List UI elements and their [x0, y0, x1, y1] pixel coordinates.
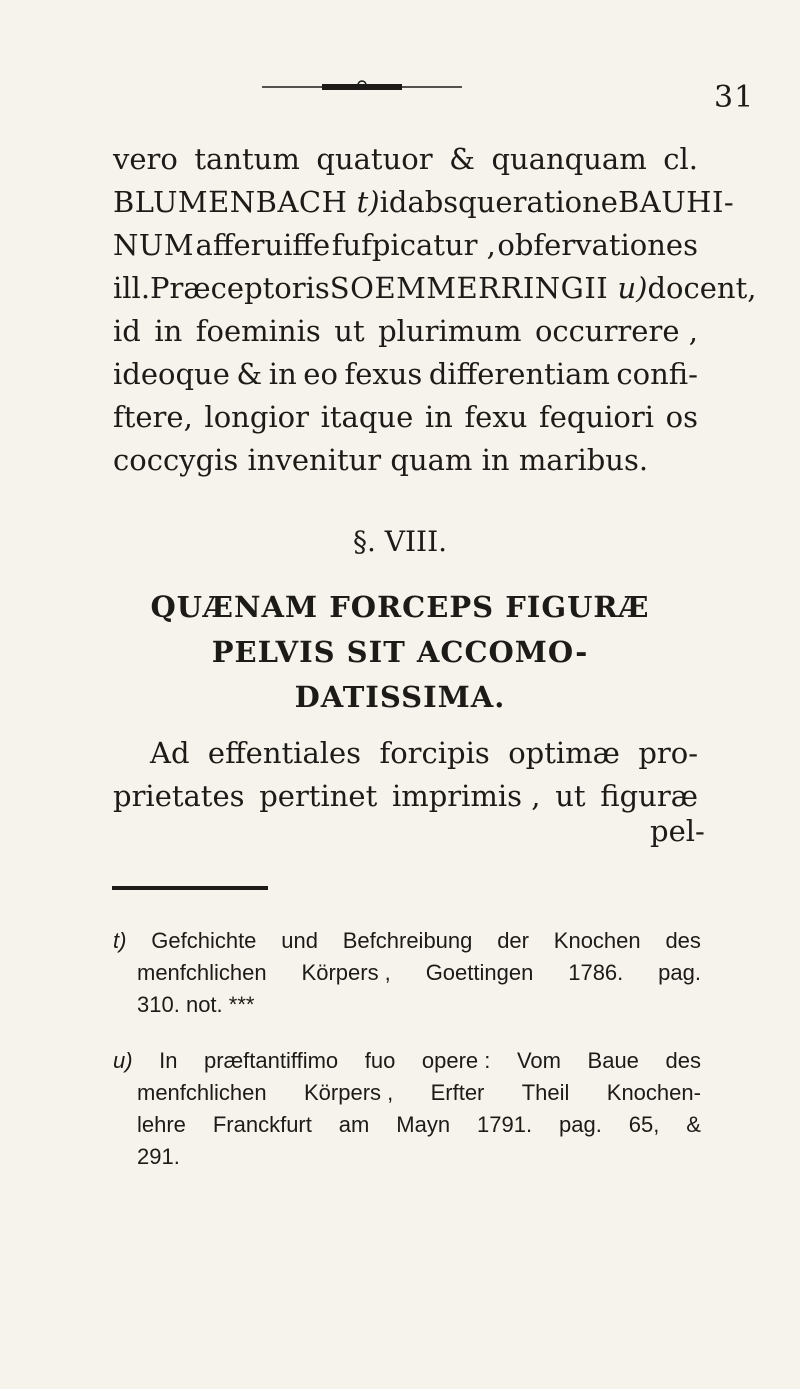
paragraph-1	[113, 138, 757, 482]
text-line: vero tantum quatuor & quanquam cl.	[113, 142, 698, 176]
author-name: SOEMMERRINGII	[329, 271, 609, 305]
footnote-t	[113, 925, 701, 1021]
footnote-ref: u)	[617, 271, 648, 305]
author-name: BLUMENBACH	[113, 185, 348, 219]
footnote-line: 310. not. ***	[137, 992, 255, 1017]
text-line: prietates pertinet imprimis , ut figuræ	[113, 779, 698, 813]
section-title-line: PELVIS SIT ACCOMO-	[211, 635, 589, 669]
catchword: pel-	[650, 814, 705, 848]
footnote-line: 291.	[137, 1144, 180, 1169]
page-number: 31	[714, 80, 755, 115]
footnote-line: menfchlichen Körpers , Goettingen 1786. pag.	[137, 960, 701, 985]
footnote-u	[113, 1045, 701, 1173]
text-line: coccygis invenitur quam in maribus.	[113, 443, 649, 477]
footnote-line: t) Gefchichte und Befchreibung der Knochen des	[113, 925, 701, 957]
section-title-line: QUÆNAM FORCEPS FIGURÆ	[150, 590, 650, 624]
footnote-marker: u)	[113, 1048, 133, 1073]
author-name: BAUHI-	[617, 185, 735, 219]
footnote-rule	[112, 886, 268, 890]
paragraph-2	[113, 732, 698, 818]
footnote-line: u) In præftantiffimo fuo opere : Vom Baue des	[113, 1045, 701, 1077]
text-line: Ad effentiales forcipis optimæ pro-	[150, 736, 698, 770]
footnote-line: menfchlichen Körpers , Erfter Theil Knochen-	[137, 1080, 701, 1105]
header-ornament	[262, 80, 462, 94]
section-title-line: DATISSIMA.	[294, 680, 506, 714]
section-number: §. VIII.	[352, 525, 448, 558]
footnote-line: lehre Franckfurt am Mayn 1791. pag. 65, &	[137, 1112, 701, 1137]
text-line: BLUMENBACH t) id absque ratione BAUHI-	[113, 181, 698, 224]
text-line: ill. Præceptoris SOEMMERRINGII u) docent,	[113, 271, 757, 305]
text-line: NUM afferuiffe fufpicatur , obfervationes	[113, 228, 698, 262]
text-line: ideoque & in eo fexus differentiam confi-	[113, 357, 698, 391]
text-line: id in foeminis ut plurimum occurrere ,	[113, 314, 698, 348]
text-line: ftere, longior itaque in fexu fequiori os	[113, 400, 698, 434]
footnote-ref: t)	[356, 185, 380, 219]
footnote-marker: t)	[113, 928, 127, 953]
section-title	[0, 585, 800, 720]
